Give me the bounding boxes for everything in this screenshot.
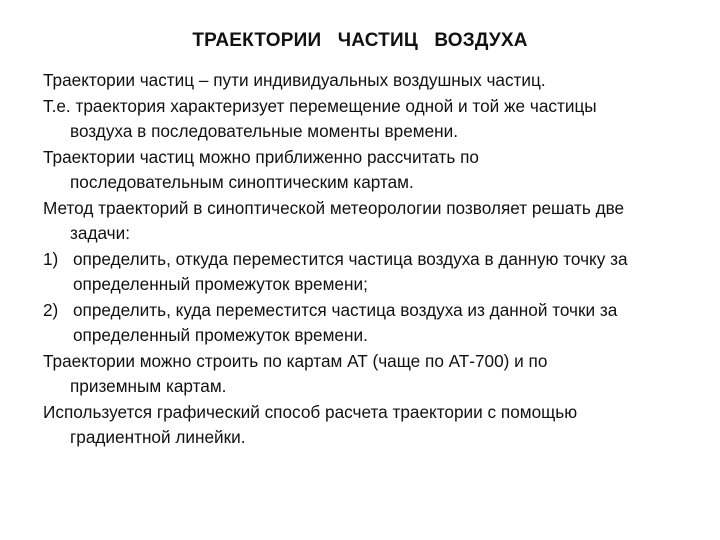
list-item-text: определить, куда переместится частица воздуха из данной точки за определенный промежуток времени. bbox=[73, 299, 618, 345]
paragraph-trajectory-definition: Траектории частиц – пути индивидуальных воздушных частиц. bbox=[43, 70, 546, 90]
list-item-2 bbox=[43, 298, 693, 349]
slide-title: ТРАЕКТОРИИ ЧАСТИЦ ВОЗДУХА bbox=[192, 30, 528, 51]
list-item-text: определить, откуда переместится частица воздуха в данную точку за определенный промежуток времени; bbox=[73, 248, 628, 294]
paragraph-calculation: Траектории частиц можно приближенно рассчитать по последовательным синоптическим картам. bbox=[43, 146, 479, 192]
paragraph-maps: Траектории можно строить по картам АТ (чаще по АТ-700) и по приземным картам. bbox=[43, 350, 548, 396]
list-marker: 2) bbox=[43, 299, 59, 320]
paragraph-method-tasks: Метод траекторий в синоптической метеорологии позволяет решать две задачи: bbox=[43, 197, 625, 243]
slide-body bbox=[43, 68, 693, 451]
list-item-1 bbox=[43, 247, 693, 298]
list-marker: 1) bbox=[43, 248, 59, 269]
paragraph-trajectory-characterizes: Т.е. траектория характеризует перемещение одной и той же частицы воздуха в последовательные моменты времени. bbox=[43, 95, 597, 141]
paragraph-graphical-method: Используется графический способ расчета траектории с помощью градиентной линейки. bbox=[43, 401, 578, 447]
